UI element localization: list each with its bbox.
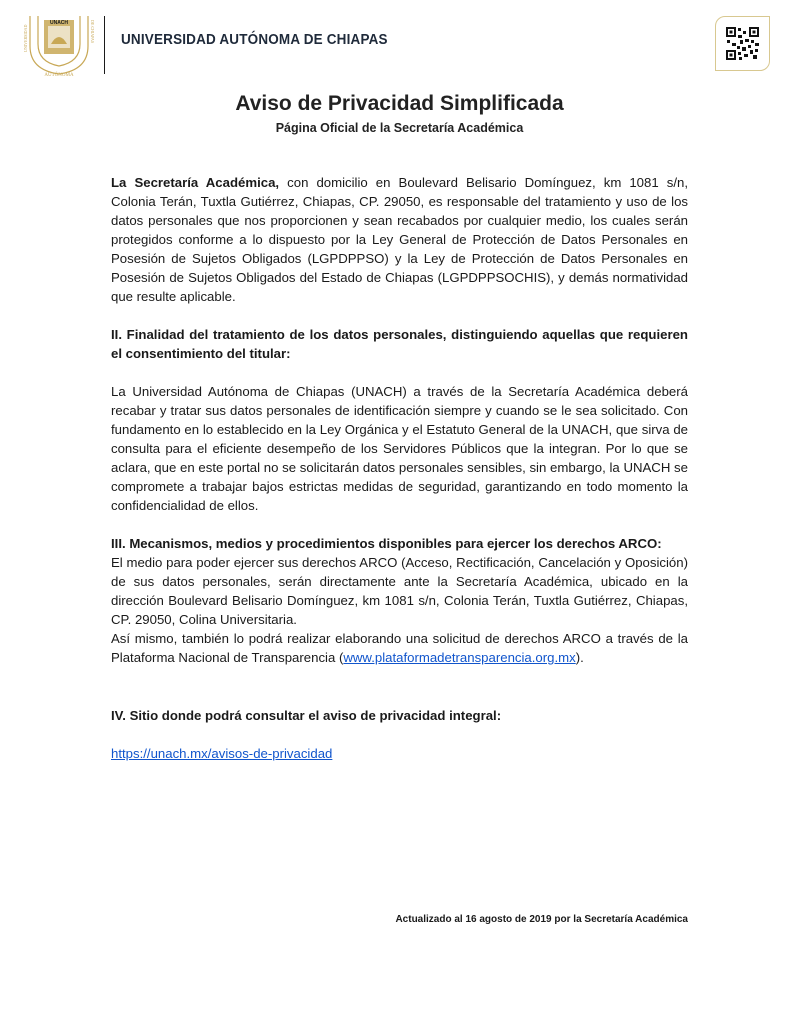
qr-code-icon (715, 16, 770, 71)
page-header (0, 0, 799, 90)
section-lead: La Secretaría Académica, (111, 175, 280, 190)
section-heading: III. Mecanismos, medios y procedimientos disponibles para ejercer los derechos ARCO: (111, 536, 662, 551)
svg-text:UNACH: UNACH (49, 20, 69, 26)
privacy-notice-link[interactable]: https://unach.mx/avisos-de-privacidad (111, 746, 333, 761)
section-heading: IV. Sitio donde podrá consultar el aviso de privacidad integral: (111, 708, 502, 723)
section-arco (111, 534, 688, 667)
unach-crest-icon (24, 12, 94, 78)
updated-note: Actualizado al 16 agosto de 2019 por la Secretaría Académica (395, 914, 688, 925)
section-integral-notice (111, 706, 688, 763)
section-text: La Universidad Autónoma de Chiapas (UNACH) a través de la Secretaría Académica deberá recabar y tratar sus datos personales de identificación siempre y cuando se le sea solicitado. Con fundamento en lo establecido en la Ley Orgánica y el Estatuto General de la UNACH, que sirva de consulta para el eficiente desempeño de los Servidores Públicos que la integran. Por lo que se aclara, que en este portal no se solicitarán datos personales sensibles, sin embargo, la UNACH se compromete a trabajar bajos estrictas medidas de seguridad, garantizando en todo momento la confidencialidad de ellos. (111, 384, 688, 513)
header-divider (104, 16, 105, 74)
section-responsible (111, 173, 688, 306)
page-title: Aviso de Privacidad Simplificada (235, 92, 564, 115)
svg-text:AUTÓNOMA: AUTÓNOMA (44, 73, 74, 78)
section-text: con domicilio en Boulevard Belisario Domínguez, km 1081 s/n, Colonia Terán, Tuxtla Gutiérrez, Chiapas, CP. 29050, es responsable del tratamiento y uso de los datos personales que nos proporcionen y sean recabados por cualquier medio, los cuales serán protegidos conforme a lo dispuesto por la Ley General de Protección de Datos Personales en Posesión de Sujetos Obligados (LGPDPPSO) y la Ley de Protección de Datos Personales en Posesión de Sujetos Obligados del Estado de Chiapas (LGPDPPSOCHIS), y demás normatividad que resulte aplicable. (111, 175, 688, 304)
svg-text:UNIVERSIDAD: UNIVERSIDAD (23, 24, 28, 52)
section-purpose (111, 325, 688, 515)
section-text: ). (575, 650, 584, 665)
section-heading: II. Finalidad del tratamiento de los datos personales, distinguiendo aquellas que requieren el consentimiento del titular: (111, 327, 688, 361)
university-name: UNIVERSIDAD AUTÓNOMA DE CHIAPAS (121, 32, 388, 48)
transparency-platform-link[interactable]: www.plataformadetransparencia.org.mx (343, 650, 576, 665)
svg-text:DE CHIAPAS: DE CHIAPAS (90, 20, 95, 44)
section-text: Así mismo, también lo podrá realizar elaborando una solicitud de derechos ARCO a través de la Plataforma Nacional de Transparencia ( (111, 631, 688, 665)
page-subtitle: Página Oficial de la Secretaría Académica (275, 121, 524, 135)
section-text: El medio para poder ejercer sus derechos ARCO (Acceso, Rectificación, Cancelación y Oposición) de sus datos personales, serán directamente ante la Secretaría Académica, ubicado en la dirección Boulevard Belisario Domínguez, km 1081 s/n, Colonia Terán, Tuxtla Gutiérrez, Chiapas, CP. 29050, Colina Universitaria. (111, 555, 688, 627)
